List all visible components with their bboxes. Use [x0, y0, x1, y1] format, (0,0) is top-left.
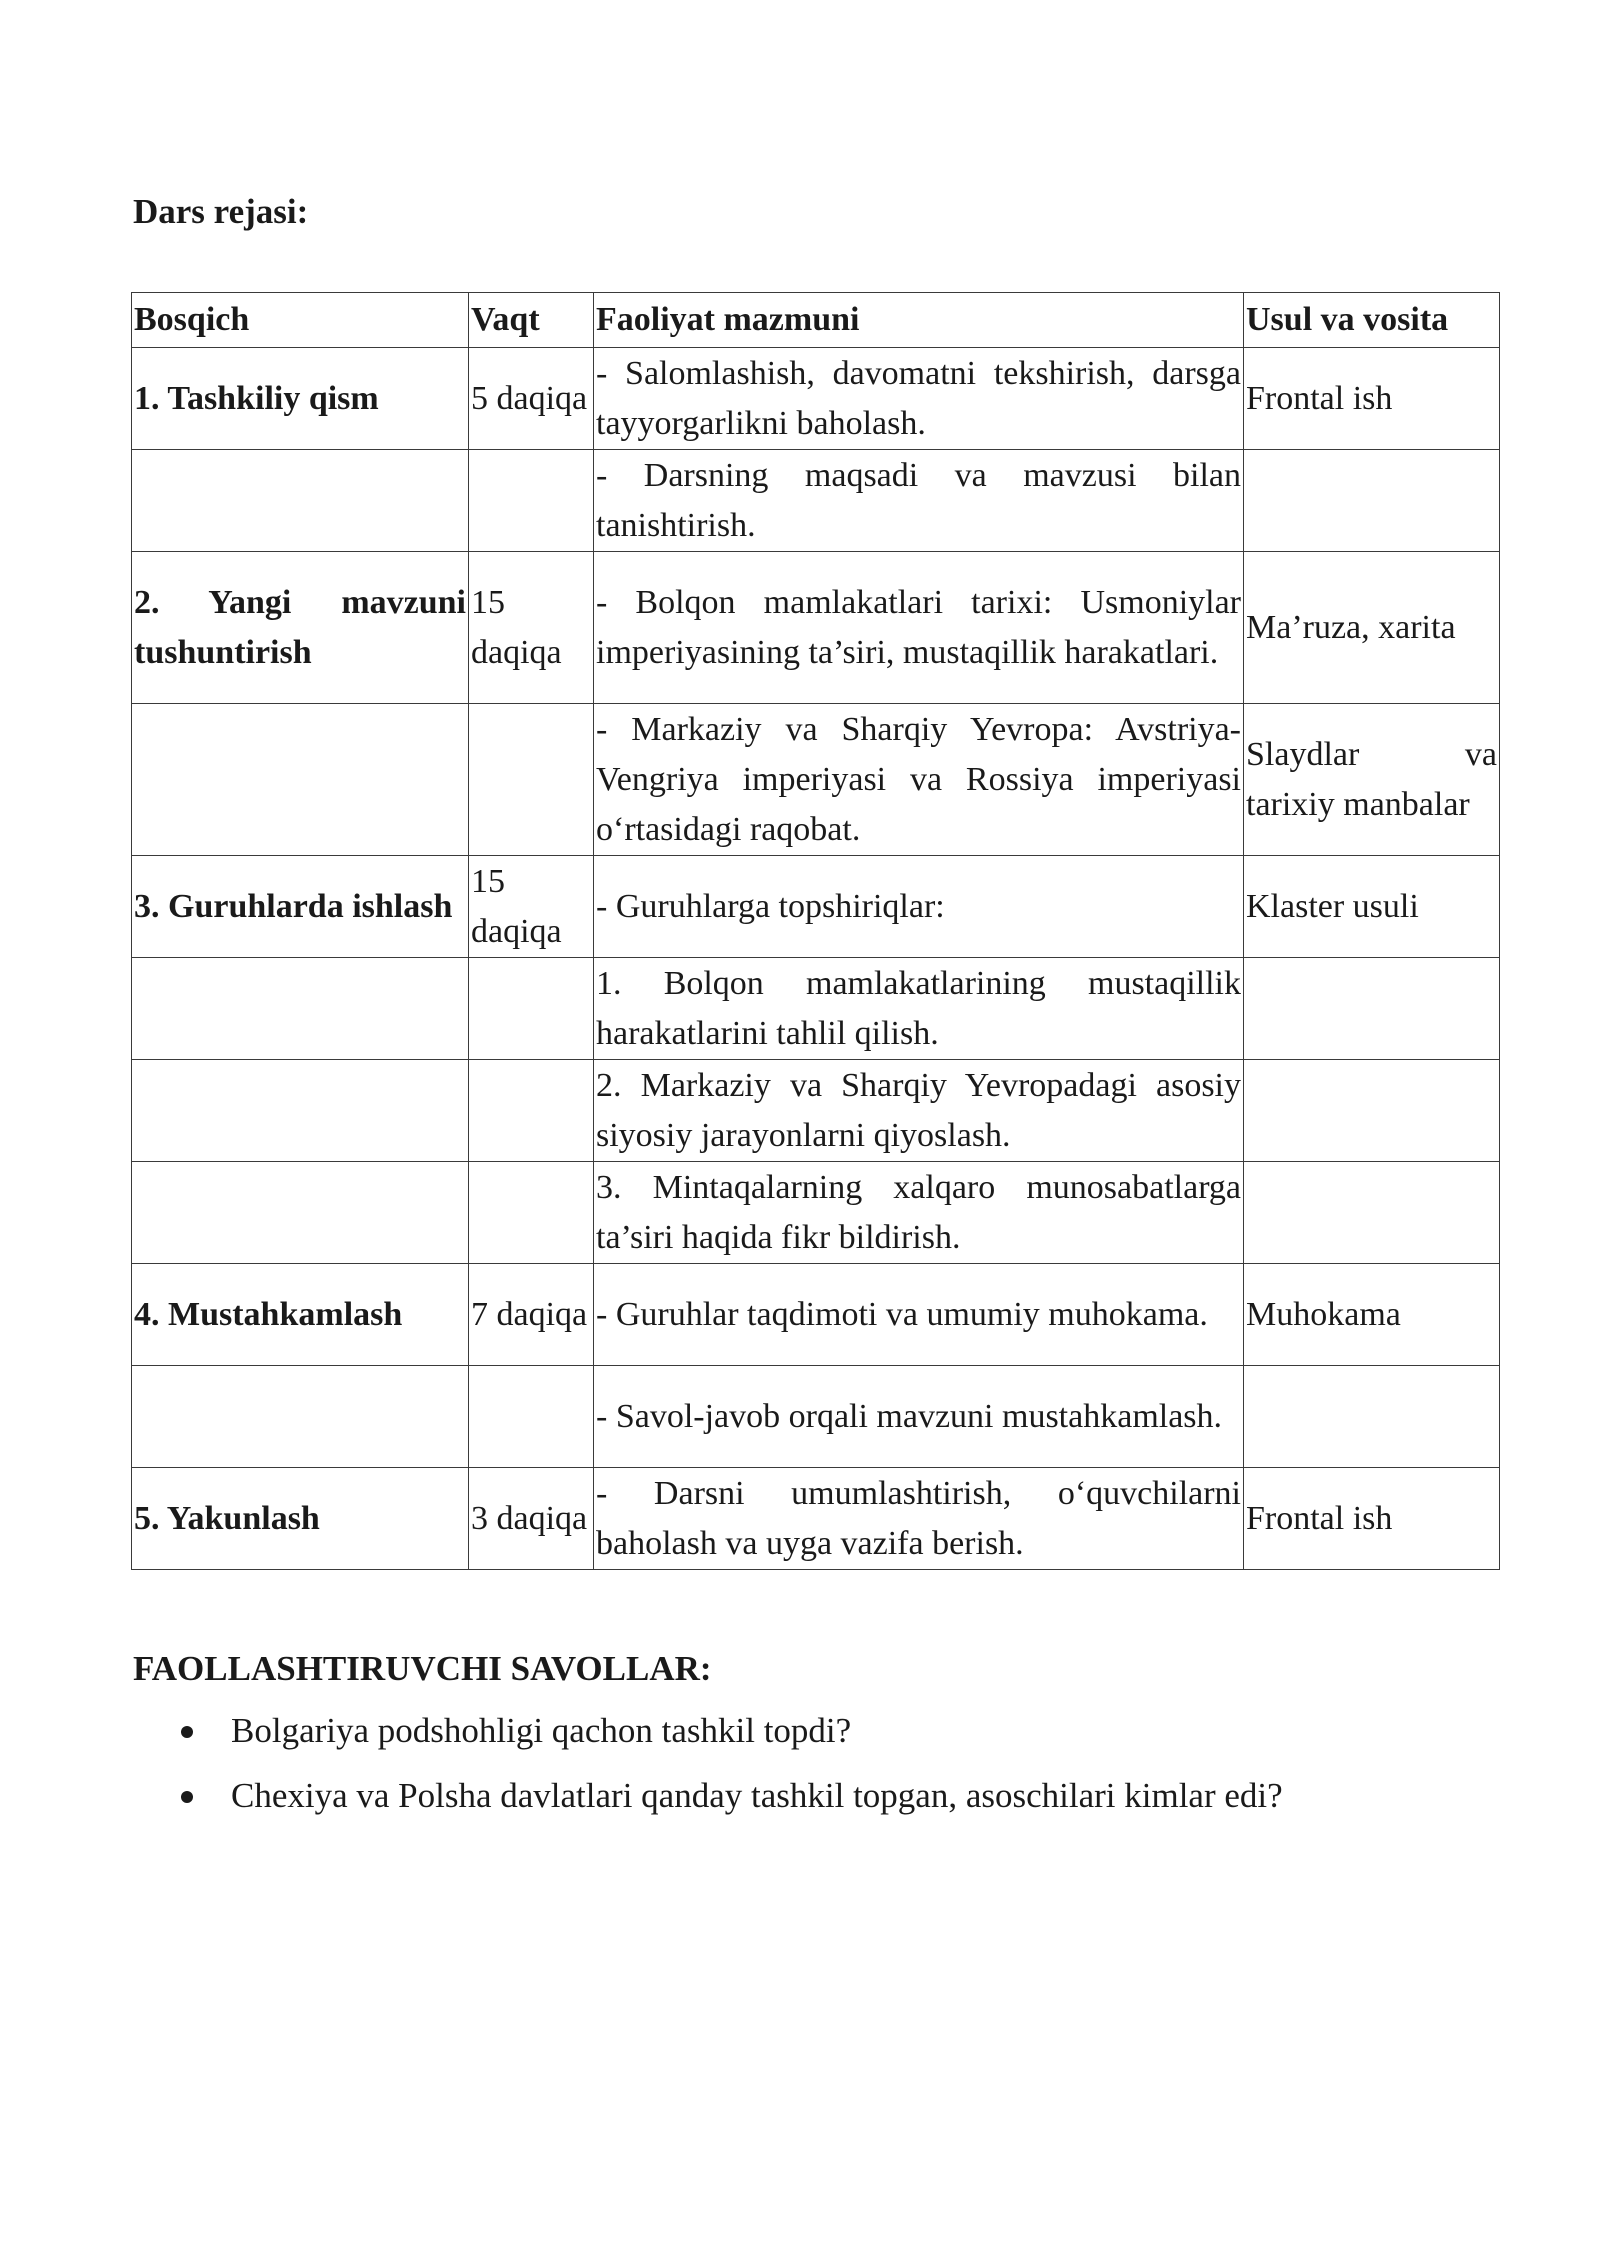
method-cell: Klaster usuli	[1244, 856, 1500, 958]
stage-cell	[132, 704, 469, 856]
method-cell: Muhokama	[1244, 1264, 1500, 1366]
questions-heading: FAOLLASHTIRUVCHI SAVOLLAR:	[133, 1649, 712, 1688]
header-stage: Bosqich	[132, 293, 469, 348]
stage-cell: 5. Yakunlash	[132, 1468, 469, 1570]
content-cell: - Guruhlar taqdimoti va umumiy muhokama.	[594, 1264, 1244, 1366]
content-cell: 3. Mintaqalarning xalqaro munosabatlarga ta’siri haqida fikr bildirish.	[594, 1162, 1244, 1264]
list-item	[133, 1772, 1433, 1820]
content-cell: - Darsni umumlashtirish, o‘quvchilarni baholash va uyga vazifa berish.	[594, 1468, 1244, 1570]
questions-list	[133, 1707, 1433, 1837]
content-cell: - Salomlashish, davomatni tekshirish, darsga tayyorgarlikni baholash.	[594, 348, 1244, 450]
stage-cell	[132, 450, 469, 552]
stage-cell	[132, 958, 469, 1060]
table-row	[132, 1162, 1500, 1264]
table-row	[132, 348, 1500, 450]
table-row	[132, 1264, 1500, 1366]
content-cell: 1. Bolqon mamlakatlarining mustaqillik harakatlarini tahlil qilish.	[594, 958, 1244, 1060]
stage-cell: 1. Tashkiliy qism	[132, 348, 469, 450]
time-cell	[469, 1060, 594, 1162]
content-cell: - Bolqon mamlakatlari tarixi: Usmoniylar imperiyasining ta’siri, mustaqillik harakatlari.	[594, 552, 1244, 704]
bullet-icon	[181, 1791, 193, 1803]
stage-cell	[132, 1366, 469, 1468]
table-row	[132, 704, 1500, 856]
question-text: Bolgariya podshohligi qachon tashkil topdi?	[231, 1711, 852, 1750]
content-cell: - Savol-javob orqali mavzuni mustahkamlash.	[594, 1366, 1244, 1468]
table-header-row	[132, 293, 1500, 348]
method-cell: Frontal ish	[1244, 348, 1500, 450]
table-row	[132, 1468, 1500, 1570]
table-row	[132, 1060, 1500, 1162]
method-cell	[1244, 1162, 1500, 1264]
bullet-icon	[181, 1726, 193, 1738]
header-content: Faoliyat mazmuni	[594, 293, 1244, 348]
table-row	[132, 1366, 1500, 1468]
time-cell: 15 daqiqa	[469, 552, 594, 704]
method-cell	[1244, 1060, 1500, 1162]
method-cell: Frontal ish	[1244, 1468, 1500, 1570]
table-row	[132, 856, 1500, 958]
time-cell	[469, 704, 594, 856]
time-cell	[469, 450, 594, 552]
table-row	[132, 958, 1500, 1060]
time-cell	[469, 1162, 594, 1264]
lesson-plan-table	[131, 292, 1500, 1570]
question-text: Chexiya va Polsha davlatlari qanday tashkil topgan, asoschilari kimlar edi?	[231, 1776, 1283, 1815]
time-cell	[469, 1366, 594, 1468]
time-cell: 7 daqiqa	[469, 1264, 594, 1366]
header-time: Vaqt	[469, 293, 594, 348]
stage-cell: 2. Yangi mavzuni tushuntirish	[132, 552, 469, 704]
time-cell: 3 daqiqa	[469, 1468, 594, 1570]
stage-cell	[132, 1162, 469, 1264]
content-cell: - Guruhlarga topshiriqlar:	[594, 856, 1244, 958]
method-cell	[1244, 958, 1500, 1060]
method-cell	[1244, 1366, 1500, 1468]
table-row	[132, 552, 1500, 704]
time-cell	[469, 958, 594, 1060]
method-cell	[1244, 450, 1500, 552]
page-title: Dars rejasi:	[133, 192, 309, 231]
list-item	[133, 1707, 1433, 1755]
time-cell: 15 daqiqa	[469, 856, 594, 958]
method-cell: Slaydlar va tarixiy manbalar	[1244, 704, 1500, 856]
stage-cell: 4. Mustahkamlash	[132, 1264, 469, 1366]
method-cell: Ma’ruza, xarita	[1244, 552, 1500, 704]
table-row	[132, 450, 1500, 552]
header-method: Usul va vosita	[1244, 293, 1500, 348]
time-cell: 5 daqiqa	[469, 348, 594, 450]
stage-cell	[132, 1060, 469, 1162]
stage-cell: 3. Guruhlarda ishlash	[132, 856, 469, 958]
content-cell: - Markaziy va Sharqiy Yevropa: Avstriya-Vengriya imperiyasi va Rossiya imperiyasi o‘rtasidagi raqobat.	[594, 704, 1244, 856]
content-cell: - Darsning maqsadi va mavzusi bilan tanishtirish.	[594, 450, 1244, 552]
content-cell: 2. Markaziy va Sharqiy Yevropadagi asosiy siyosiy jarayonlarni qiyoslash.	[594, 1060, 1244, 1162]
